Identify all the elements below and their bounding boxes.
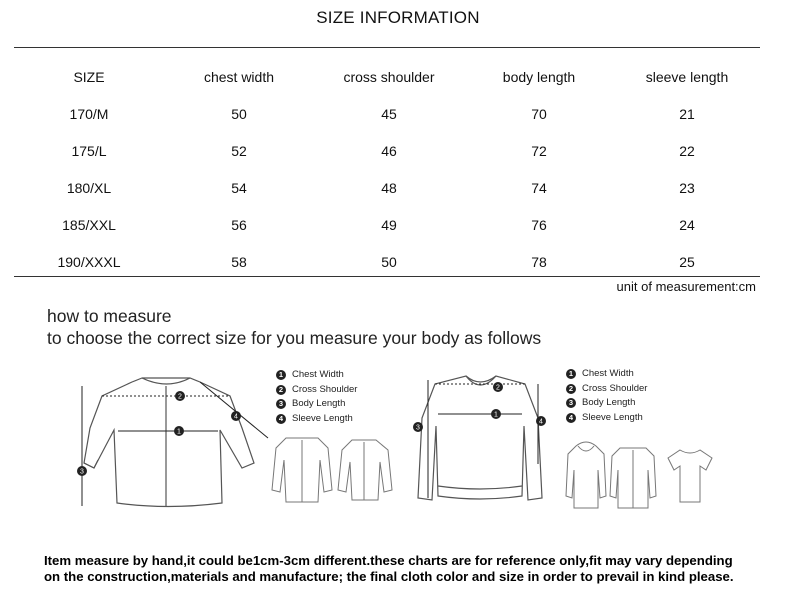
cell-sleeve: 21 (679, 105, 695, 122)
cell-chest: 58 (231, 253, 247, 270)
svg-text:4: 4 (539, 418, 543, 426)
cell-body: 70 (531, 105, 547, 122)
table-row (14, 206, 760, 243)
cell-size: 175/L (71, 142, 107, 159)
table-row (14, 243, 760, 280)
cell-shoulder: 48 (381, 179, 397, 196)
cell-body: 74 (531, 179, 547, 196)
cell-chest: 54 (231, 179, 247, 196)
cell-chest: 50 (231, 105, 247, 122)
svg-text:1: 1 (177, 428, 181, 436)
legend-left (276, 368, 357, 426)
legend-label: Cross Shoulder (582, 382, 648, 394)
number-marker: 4 (276, 414, 286, 424)
legend-label: Chest Width (582, 368, 634, 379)
disclaimer-line-1: Item measure by hand,it could be1cm-3cm different.these charts are for reference only,fit may vary depending (44, 553, 733, 568)
number-marker: 1 (566, 369, 576, 379)
svg-text:2: 2 (496, 384, 500, 392)
table-row (14, 95, 760, 132)
cell-shoulder: 49 (381, 216, 397, 233)
table-top-rule (14, 47, 760, 48)
legend-label: Sleeve Length (582, 411, 643, 423)
header-chest-width: chest width (203, 68, 275, 85)
shirt-diagram-illustration (72, 368, 282, 518)
svg-text:4: 4 (234, 413, 238, 421)
cell-sleeve: 25 (679, 253, 695, 270)
cell-body: 72 (531, 142, 547, 159)
number-marker: 2 (566, 384, 576, 394)
cell-sleeve: 23 (679, 179, 695, 196)
svg-text:3: 3 (80, 468, 84, 476)
size-table (14, 58, 760, 280)
page-title: SIZE INFORMATION (316, 8, 480, 27)
header-sleeve-length: sleeve length (645, 68, 729, 85)
cell-shoulder: 45 (381, 105, 397, 122)
sweater-diagram-illustration (410, 368, 560, 518)
svg-text:3: 3 (416, 424, 420, 432)
legend-item (566, 411, 647, 426)
legend-item (566, 396, 647, 411)
jacket-thumbnails-illustration (268, 430, 408, 510)
hoodie-tshirt-thumbnails-illustration (560, 436, 720, 516)
legend-right (566, 367, 647, 425)
cell-shoulder: 50 (381, 253, 397, 270)
cell-size: 180/XL (66, 179, 112, 196)
disclaimer-line-2: on the construction,materials and manufacture; the final cloth color and size in order to prevail in kind please. (44, 569, 734, 584)
table-header-row (14, 58, 760, 95)
table-row (14, 132, 760, 169)
number-marker: 3 (566, 398, 576, 408)
cell-size: 190/XXXL (57, 253, 121, 270)
table-bottom-rule (14, 276, 760, 277)
cell-sleeve: 24 (679, 216, 695, 233)
legend-item (566, 367, 647, 382)
legend-item (276, 368, 357, 383)
how-to-heading: how to measure (47, 306, 172, 326)
legend-item (276, 397, 357, 412)
legend-label: Body Length (292, 398, 346, 409)
cell-size: 170/M (69, 105, 109, 122)
legend-label: Sleeve Length (292, 412, 353, 424)
header-body-length: body length (502, 68, 576, 85)
disclaimer-note (44, 553, 734, 585)
legend-item (276, 383, 357, 398)
svg-text:2: 2 (178, 393, 182, 401)
number-marker: 3 (276, 399, 286, 409)
cell-size: 185/XXL (62, 216, 116, 233)
legend-label: Cross Shoulder (292, 383, 358, 395)
legend-item (566, 382, 647, 397)
how-to-instruction: to choose the correct size for you measure your body as follows (47, 328, 542, 348)
cell-sleeve: 22 (679, 142, 695, 159)
legend-item (276, 412, 357, 427)
cell-shoulder: 46 (381, 142, 397, 159)
how-to-measure (47, 305, 541, 349)
cell-body: 78 (531, 253, 547, 270)
legend-label: Body Length (582, 397, 636, 408)
number-marker: 4 (566, 413, 576, 423)
svg-text:1: 1 (494, 411, 498, 419)
cell-chest: 52 (231, 142, 247, 159)
header-size: SIZE (73, 68, 105, 85)
cell-body: 76 (531, 216, 547, 233)
legend-label: Chest Width (292, 369, 344, 380)
number-marker: 2 (276, 385, 286, 395)
header-cross-shoulder: cross shoulder (343, 68, 435, 85)
table-row (14, 169, 760, 206)
unit-note: unit of measurement:cm (616, 279, 756, 294)
cell-chest: 56 (231, 216, 247, 233)
number-marker: 1 (276, 370, 286, 380)
